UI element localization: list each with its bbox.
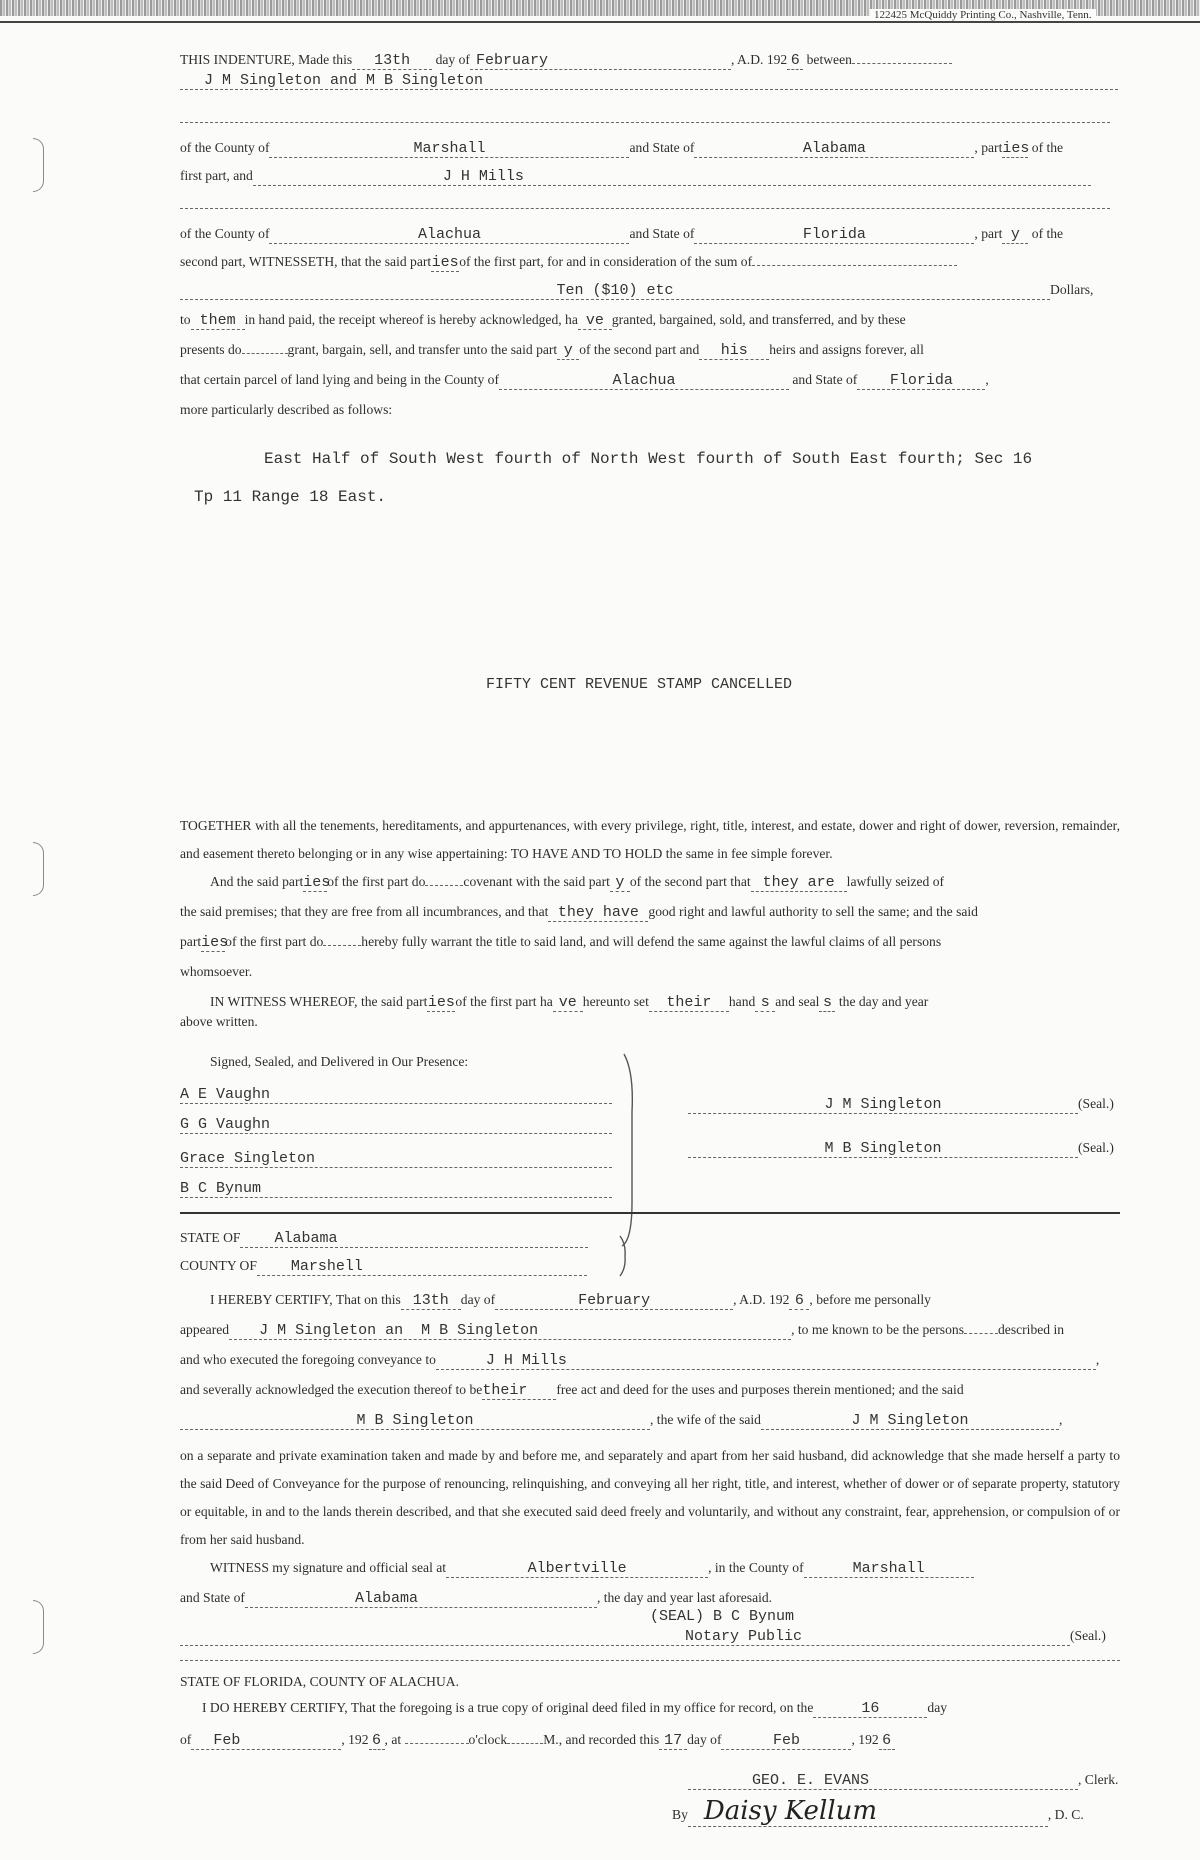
binder-hole [33,842,44,896]
section-divider [180,1212,1120,1214]
first-party-state: Alabama [694,140,974,158]
first-party-county: Marshall [269,140,629,158]
header-rule [0,21,1200,23]
wife-name: M B Singleton [180,1412,650,1430]
recording-heading: STATE OF FLORIDA, COUNTY OF ALACHUA. [180,1674,459,1689]
husband-name: J M Singleton [761,1412,1059,1430]
clerk-line: GEO. E. EVANS , Clerk. [688,1772,1118,1790]
recording-divider [180,1660,1120,1661]
parcel-line: that certain parcel of land lying and being in the County of Alachua and State of Florida , [180,372,989,389]
covenant-line-3: partiesof the first part do hereby fully warrant the title to said land, and will defend the same against the lawful claims of all persons [180,934,942,951]
ack-state-day-line: and State of Alabama , the day and year last aforesaid. [180,1590,773,1607]
paid-line: to them in hand paid, the receipt whereof is hereby acknowledged, ha ve granted, bargained, sold, and transferred, and by these [180,312,906,329]
recording-date-line: of Feb , 192 6 , at o'clock M., and recorded this 17 day of Feb , 192 6 [180,1732,895,1750]
witnesseth-line: second part, WITNESSETH, that the said partiesof the first part, for and in consideration of the sum of [180,254,957,272]
grantors-line [180,72,1120,90]
indenture-line-1: THIS INDENTURE, Made this 13th day of February , A.D. 192 6 between [180,52,952,70]
together-clause: TOGETHER with all the tenements, hereditaments, and appurtenances, with every privilege, right, title, interest, and estate, dower and right of dower, reversion, remainder, and easement thereto belonging or in any wise appertaining: TO HAVE AND TO HOLD the same in fee simple forever. [180,818,1120,861]
consideration-line: Ten ($10) etc Dollars, [180,282,1093,300]
recording-certify-line: I DO HEREBY CERTIFY, That the foregoing is a true copy of original deed filed in my office for record, on the 16 day [202,1700,948,1717]
clerk-name: GEO. E. EVANS [688,1772,1078,1790]
consideration-amount: Ten ($10) etc [180,282,1050,300]
signed-heading: Signed, Sealed, and Delivered in Our Presence: [210,1054,469,1069]
described-line: more particularly described as follows: [180,402,393,417]
witness-signature-4: B C Bynum [180,1180,612,1198]
ack-witness-seal-line: WITNESS my signature and official seal at Albertville , in the County of Marshall [210,1560,974,1578]
signature-brace [620,1052,644,1248]
land-county: Alachua [499,372,789,390]
revenue-stamp-note: FIFTY CENT REVENUE STAMP CANCELLED [486,676,793,693]
binder-hole [33,1600,44,1654]
notary-line: Notary Public (Seal.) [180,1628,1106,1646]
indenture-month: February [470,52,731,70]
covenant-line-1: And the said partiesof the first part do covenant with the said part y of the second part that they are lawfully seized of [210,874,945,891]
first-party-county-line: of the County of Marshall and State of Alabama , parties of the [180,140,1064,157]
blank-line [180,208,1110,209]
legal-description: East Half of South West fourth of North West fourth of South East fourth; Sec 16 [264,450,1033,468]
covenant-line-2: the said premises; that they are free from all incumbrances, and that they have good right and lawful authority to sell the same; and the said [180,904,978,921]
ack-wife-line: M B Singleton , the wife of the said J M Singleton , [180,1412,1062,1430]
grantee-name: J H Mills [253,168,1091,186]
ack-brace [618,1234,632,1278]
legal-description-cont: Tp 11 Range 18 East. [194,488,387,506]
indenture-year: 6 [787,52,803,70]
ack-separate-examination: on a separate and private examination taken and made by and before me, and separately and apart from her said husband, did acknowledge that she made herself a party to the said Deed of Conveyance for the purpose of renouncing, relinquishing, and conveying all her right, title, and interest, whether of dower or of separate property, statutory or equitable, in and to the lands therein described, and that she executed said deed freely and voluntarily, and without any constraint, fear, apprehension, or compulsion of or from her said husband. [180,1448,1120,1547]
second-party-state: Florida [694,226,974,244]
notary-seal-mark: (SEAL) B C Bynum [650,1608,795,1625]
printer-imprint: 122425 McQuiddy Printing Co., Nashville, Tenn. [870,9,1096,21]
blank-line [180,122,1110,123]
ack-executed-line: and who executed the foregoing conveyance to J H Mills , [180,1352,1100,1369]
ack-county-line: COUNTY OF Marshell [180,1258,587,1276]
witness-signature-1: A E Vaughn [180,1086,612,1104]
grantor-signature-1: J M Singleton (Seal.) [688,1096,1114,1114]
witness-signature-3: Grace Singleton [180,1150,612,1168]
deputy-clerk-signature: Daisy Kellum [688,1796,1048,1827]
second-party-line: first part, and J H Mills [180,168,1091,186]
ack-state-line: STATE OF Alabama [180,1230,588,1248]
land-state: Florida [857,372,985,390]
second-party-county: Alachua [269,226,629,244]
grantor-signature-2: M B Singleton (Seal.) [688,1140,1114,1158]
above-written: above written. [180,1014,258,1029]
presents-line: presents do grant, bargain, sell, and transfer unto the said part y of the second part and his heirs and assigns forever, all [180,342,924,359]
covenant-line-4: whomsoever. [180,964,253,979]
deputy-line: By Daisy Kellum , D. C. [672,1796,1084,1826]
second-party-county-line: of the County of Alachua and State of Florida , part y of the [180,226,1064,243]
ack-severally-line: and severally acknowledged the execution thereof to betheir free act and deed for the uses and purposes therein mentioned; and the said [180,1382,964,1399]
ack-certify-line: I HEREBY CERTIFY, That on this 13th day of February , A.D. 192 6 , before me personally [210,1292,931,1309]
grantor-names: J M Singleton and M B Singleton [180,72,1118,90]
witness-whereof-line: IN WITNESS WHEREOF, the said partiesof the first part ha ve hereunto set their hand s and seal s the day and year [210,994,929,1011]
binder-hole [33,138,44,192]
indenture-day: 13th [352,52,432,70]
ack-appeared-line: appeared J M Singleton an M B Singleton , to me known to be the persons described in [180,1322,1065,1339]
witness-signature-2: G G Vaughn [180,1116,612,1134]
